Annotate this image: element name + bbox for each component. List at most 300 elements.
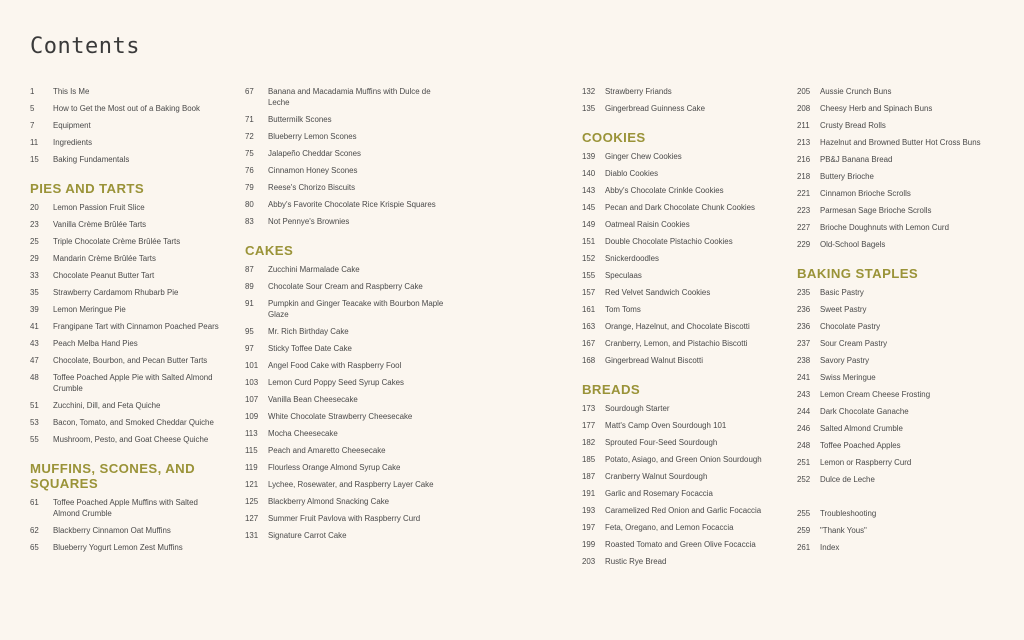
- toc-page-number: 101: [245, 361, 259, 370]
- toc-page-number: 213: [797, 138, 811, 147]
- toc-entry-title: Cheesy Herb and Spinach Buns: [820, 104, 933, 113]
- toc-entry[interactable]: [245, 165, 445, 176]
- toc-entry[interactable]: [797, 154, 1002, 165]
- toc-entry[interactable]: [582, 236, 777, 247]
- toc-entry-title: Garlic and Rosemary Focaccia: [605, 489, 713, 498]
- toc-page-number: 91: [245, 299, 254, 308]
- toc-page-number: 163: [582, 322, 596, 331]
- toc-entry[interactable]: [245, 298, 445, 320]
- toc-page-number: 71: [245, 115, 254, 124]
- toc-page-number: 7: [30, 121, 35, 130]
- toc-entry[interactable]: [582, 437, 777, 448]
- toc-page-number: 205: [797, 87, 811, 96]
- toc-entry-title: Cranberry Walnut Sourdough: [605, 472, 708, 481]
- toc-page-number: 193: [582, 506, 596, 515]
- toc-entry[interactable]: [797, 321, 1002, 332]
- toc-entry-title: Buttery Brioche: [820, 172, 874, 181]
- toc-page-number: 5: [30, 104, 35, 113]
- toc-entry[interactable]: [30, 542, 220, 553]
- toc-entry[interactable]: [30, 355, 220, 366]
- toc-entry[interactable]: [245, 216, 445, 227]
- toc-entry[interactable]: [30, 372, 220, 394]
- toc-entry-title: Snickerdoodles: [605, 254, 659, 263]
- toc-page-number: 139: [582, 152, 596, 161]
- toc-entry-title: Flourless Orange Almond Syrup Cake: [268, 463, 401, 472]
- toc-entry[interactable]: [797, 86, 1002, 97]
- toc-entry[interactable]: [245, 264, 445, 275]
- toc-entry-title: Banana and Macadamia Muffins with Dulce de Leche: [268, 87, 431, 107]
- toc-page-number: 65: [30, 543, 39, 552]
- toc-entry[interactable]: [797, 474, 1002, 485]
- toc-page-number: 151: [582, 237, 596, 246]
- toc-page-number: 227: [797, 223, 811, 232]
- toc-entry-title: Peach and Amaretto Cheesecake: [268, 446, 386, 455]
- toc-page-number: 152: [582, 254, 596, 263]
- toc-column-2: [245, 86, 445, 547]
- toc-entry-title: Equipment: [53, 121, 91, 130]
- toc-entry-title: Blueberry Lemon Scones: [268, 132, 357, 141]
- toc-page-number: 1: [30, 87, 35, 96]
- toc-entry-title: "Thank Yous": [820, 526, 867, 535]
- toc-page-number: 125: [245, 497, 259, 506]
- toc-page-number: 47: [30, 356, 39, 365]
- toc-entry-title: Triple Chocolate Crème Brûlée Tarts: [53, 237, 181, 246]
- toc-entry[interactable]: [245, 496, 445, 507]
- toc-entry[interactable]: [30, 417, 220, 428]
- toc-entry-title: Peach Melba Hand Pies: [53, 339, 138, 348]
- toc-entry-title: Old-School Bagels: [820, 240, 886, 249]
- toc-entry[interactable]: [245, 182, 445, 193]
- toc-entry-title: Lemon Curd Poppy Seed Syrup Cakes: [268, 378, 404, 387]
- toc-entry[interactable]: [582, 539, 777, 550]
- toc-entry-title: Speculaas: [605, 271, 642, 280]
- toc-page-number: 182: [582, 438, 596, 447]
- toc-page-number: 33: [30, 271, 39, 280]
- toc-entry[interactable]: [245, 281, 445, 292]
- toc-page-number: 43: [30, 339, 39, 348]
- toc-entry[interactable]: [30, 321, 220, 332]
- toc-entry[interactable]: [797, 423, 1002, 434]
- toc-page-number: 208: [797, 104, 811, 113]
- toc-entry[interactable]: [30, 137, 220, 148]
- toc-page-number: 211: [797, 121, 810, 130]
- toc-page-number: 103: [245, 378, 259, 387]
- toc-entry[interactable]: [582, 505, 777, 516]
- section-spacer: [797, 491, 1002, 508]
- toc-page-number: 251: [797, 458, 811, 467]
- toc-page-number: 187: [582, 472, 596, 481]
- toc-entry[interactable]: [30, 219, 220, 230]
- toc-page-number: 51: [30, 401, 39, 410]
- toc-entry[interactable]: [30, 525, 220, 536]
- toc-entry-title: Vanilla Crème Brûlée Tarts: [53, 220, 147, 229]
- toc-entry-title: Pecan and Dark Chocolate Chunk Cookies: [605, 203, 756, 212]
- toc-page-number: 177: [582, 421, 596, 430]
- toc-page-number: 259: [797, 526, 811, 535]
- toc-entry-title: Red Velvet Sandwich Cookies: [605, 288, 711, 297]
- toc-entry-title: Sticky Toffee Date Cake: [268, 344, 352, 353]
- toc-page-number: 121: [245, 480, 259, 489]
- toc-page-number: 62: [30, 526, 39, 535]
- toc-page-number: 11: [30, 138, 39, 147]
- toc-page-number: 25: [30, 237, 39, 246]
- toc-entry[interactable]: [245, 343, 445, 354]
- toc-page-number: 155: [582, 271, 596, 280]
- toc-entry[interactable]: [30, 270, 220, 281]
- toc-page-number: 135: [582, 104, 596, 113]
- toc-entry-title: Angel Food Cake with Raspberry Fool: [268, 361, 402, 370]
- toc-entry[interactable]: [245, 428, 445, 439]
- toc-entry[interactable]: [245, 199, 445, 210]
- toc-entry[interactable]: [245, 411, 445, 422]
- toc-entry-title: Chocolate Pastry: [820, 322, 881, 331]
- toc-entry[interactable]: [797, 372, 1002, 383]
- toc-page-number: 246: [797, 424, 811, 433]
- toc-page-number: 79: [245, 183, 254, 192]
- toc-page-number: 252: [797, 475, 811, 484]
- toc-page-number: 53: [30, 418, 39, 427]
- toc-entry[interactable]: [30, 304, 220, 315]
- toc-page-number: 238: [797, 356, 811, 365]
- toc-entry-title: Sprouted Four-Seed Sourdough: [605, 438, 718, 447]
- toc-entry-title: Mushroom, Pesto, and Goat Cheese Quiche: [53, 435, 209, 444]
- toc-entry-title: Not Pennye's Brownies: [268, 217, 350, 226]
- toc-page-number: 191: [582, 489, 596, 498]
- toc-entry[interactable]: [582, 86, 777, 97]
- toc-entry[interactable]: [245, 114, 445, 125]
- toc-entry-title: Signature Carrot Cake: [268, 531, 347, 540]
- toc-page-number: 67: [245, 87, 254, 96]
- toc-entry-title: PB&J Banana Bread: [820, 155, 893, 164]
- toc-page-number: 261: [797, 543, 811, 552]
- toc-entry-title: How to Get the Most out of a Baking Book: [53, 104, 200, 113]
- toc-entry[interactable]: [797, 171, 1002, 182]
- toc-entry[interactable]: [797, 525, 1002, 536]
- toc-page-number: 235: [797, 288, 811, 297]
- toc-entry-title: Chocolate Peanut Butter Tart: [53, 271, 155, 280]
- toc-entry[interactable]: [797, 188, 1002, 199]
- toc-entry[interactable]: [245, 513, 445, 524]
- toc-entry-title: Cranberry, Lemon, and Pistachio Biscotti: [605, 339, 748, 348]
- toc-entry[interactable]: [30, 338, 220, 349]
- toc-entry-title: Oatmeal Raisin Cookies: [605, 220, 690, 229]
- toc-entry-title: Lemon or Raspberry Curd: [820, 458, 912, 467]
- toc-page-number: 197: [582, 523, 596, 532]
- toc-entry[interactable]: [582, 304, 777, 315]
- toc-page-number: 244: [797, 407, 811, 416]
- toc-page-number: 248: [797, 441, 811, 450]
- toc-page-number: 173: [582, 404, 596, 413]
- toc-page-number: 89: [245, 282, 254, 291]
- toc-entry-title: Ginger Chew Cookies: [605, 152, 682, 161]
- toc-page-number: 41: [30, 322, 39, 331]
- toc-entry[interactable]: [797, 137, 1002, 148]
- section-heading: MUFFINS, SCONES, AND SQUARES: [30, 461, 196, 491]
- toc-entry-title: Sweet Pastry: [820, 305, 867, 314]
- toc-entry[interactable]: [582, 185, 777, 196]
- toc-entry[interactable]: [582, 202, 777, 213]
- toc-entry[interactable]: [30, 154, 220, 165]
- toc-page-number: 76: [245, 166, 254, 175]
- toc-entry[interactable]: [30, 236, 220, 247]
- toc-page-number: 149: [582, 220, 596, 229]
- toc-page-number: 127: [245, 514, 259, 523]
- toc-entry[interactable]: [30, 120, 220, 131]
- toc-page-number: 229: [797, 240, 811, 249]
- toc-entry-title: Cinnamon Honey Scones: [268, 166, 358, 175]
- toc-entry[interactable]: [797, 103, 1002, 114]
- toc-page-number: 236: [797, 322, 811, 331]
- toc-page-number: 218: [797, 172, 811, 181]
- toc-entry[interactable]: [797, 355, 1002, 366]
- toc-entry[interactable]: [797, 205, 1002, 216]
- toc-entry-title: Jalapeño Cheddar Scones: [268, 149, 362, 158]
- toc-column-3: [582, 86, 777, 573]
- toc-entry-title: Cinnamon Brioche Scrolls: [820, 189, 911, 198]
- toc-entry[interactable]: [245, 131, 445, 142]
- toc-entry[interactable]: [797, 508, 1002, 519]
- toc-entry[interactable]: [30, 86, 220, 97]
- toc-page-number: 167: [582, 339, 596, 348]
- toc-entry-title: Blackberry Cinnamon Oat Muffins: [53, 526, 171, 535]
- toc-entry-title: Buttermilk Scones: [268, 115, 332, 124]
- toc-entry-title: Gingerbread Walnut Biscotti: [605, 356, 703, 365]
- toc-entry-title: Lychee, Rosewater, and Raspberry Layer Cake: [268, 480, 434, 489]
- toc-page-number: 15: [30, 155, 39, 164]
- toc-entry-title: Savory Pastry: [820, 356, 870, 365]
- toc-page-number: 115: [245, 446, 258, 455]
- toc-entry-title: Roasted Tomato and Green Olive Focaccia: [605, 540, 756, 549]
- toc-entry[interactable]: [797, 440, 1002, 451]
- toc-page-number: 223: [797, 206, 811, 215]
- toc-entry-title: Bacon, Tomato, and Smoked Cheddar Quiche: [53, 418, 214, 427]
- toc-entry-title: Toffee Poached Apples: [820, 441, 901, 450]
- toc-entry-title: Aussie Crunch Buns: [820, 87, 892, 96]
- toc-entry[interactable]: [582, 321, 777, 332]
- toc-page-number: 131: [245, 531, 259, 540]
- toc-entry-title: Blueberry Yogurt Lemon Zest Muffins: [53, 543, 183, 552]
- toc-entry-title: Lemon Cream Cheese Frosting: [820, 390, 931, 399]
- toc-entry[interactable]: [797, 304, 1002, 315]
- toc-entry-title: Diablo Cookies: [605, 169, 659, 178]
- toc-page-number: 132: [582, 87, 596, 96]
- toc-entry-title: Abby's Chocolate Crinkle Cookies: [605, 186, 724, 195]
- toc-entry[interactable]: [245, 445, 445, 456]
- toc-entry-title: Blackberry Almond Snacking Cake: [268, 497, 390, 506]
- toc-page-number: 20: [30, 203, 39, 212]
- toc-entry[interactable]: [582, 270, 777, 281]
- toc-page-number: 72: [245, 132, 254, 141]
- toc-entry[interactable]: [245, 360, 445, 371]
- toc-entry[interactable]: [582, 488, 777, 499]
- toc-page-number: 87: [245, 265, 254, 274]
- toc-entry-title: Strawberry Cardamom Rhubarb Pie: [53, 288, 179, 297]
- toc-page-number: 140: [582, 169, 596, 178]
- toc-page-number: 157: [582, 288, 596, 297]
- toc-entry-title: Lemon Passion Fruit Slice: [53, 203, 145, 212]
- toc-entry[interactable]: [797, 406, 1002, 417]
- toc-entry[interactable]: [30, 400, 220, 411]
- toc-entry-title: Index: [820, 543, 840, 552]
- toc-page-number: 83: [245, 217, 254, 226]
- toc-entry[interactable]: [797, 222, 1002, 233]
- toc-entry-title: Mandarin Crème Brûlée Tarts: [53, 254, 156, 263]
- toc-entry-title: Swiss Meringue: [820, 373, 876, 382]
- toc-entry[interactable]: [30, 202, 220, 213]
- toc-page-number: 119: [245, 463, 258, 472]
- toc-entry[interactable]: [582, 253, 777, 264]
- toc-entry-title: Hazelnut and Browned Butter Hot Cross Buns: [820, 138, 981, 147]
- toc-page-number: 143: [582, 186, 596, 195]
- toc-entry[interactable]: [582, 403, 777, 414]
- toc-entry-title: This Is Me: [53, 87, 90, 96]
- toc-page-number: 221: [797, 189, 811, 198]
- toc-page-number: 95: [245, 327, 254, 336]
- toc-entry[interactable]: [245, 148, 445, 159]
- section-heading: COOKIES: [582, 130, 646, 145]
- toc-entry-title: Zucchini Marmalade Cake: [268, 265, 360, 274]
- toc-page-number: 145: [582, 203, 596, 212]
- toc-entry-title: White Chocolate Strawberry Cheesecake: [268, 412, 413, 421]
- toc-entry-title: Toffee Poached Apple Muffins with Salted Almond Crumble: [53, 498, 198, 518]
- toc-entry[interactable]: [797, 239, 1002, 250]
- toc-entry[interactable]: [582, 338, 777, 349]
- toc-entry[interactable]: [797, 542, 1002, 553]
- toc-page-number: 255: [797, 509, 811, 518]
- toc-entry[interactable]: [245, 394, 445, 405]
- toc-page-number: 109: [245, 412, 259, 421]
- toc-entry[interactable]: [582, 522, 777, 533]
- toc-page-number: 216: [797, 155, 811, 164]
- toc-entry[interactable]: [30, 434, 220, 445]
- toc-page-number: 23: [30, 220, 39, 229]
- toc-page-number: 203: [582, 557, 596, 566]
- toc-page-number: 39: [30, 305, 39, 314]
- toc-entry[interactable]: [582, 355, 777, 366]
- toc-entry-title: Dark Chocolate Ganache: [820, 407, 909, 416]
- toc-page-number: 61: [30, 498, 39, 507]
- toc-entry[interactable]: [245, 479, 445, 490]
- toc-entry-title: Pumpkin and Ginger Teacake with Bourbon Maple Glaze: [268, 299, 444, 319]
- toc-page-number: 161: [582, 305, 596, 314]
- section-heading: BAKING STAPLES: [797, 266, 919, 281]
- toc-entry-title: Tom Toms: [605, 305, 641, 314]
- toc-page-number: 168: [582, 356, 596, 365]
- toc-page-number: 107: [245, 395, 259, 404]
- toc-entry[interactable]: [30, 253, 220, 264]
- toc-entry-title: Rustic Rye Bread: [605, 557, 667, 566]
- toc-entry-title: Frangipane Tart with Cinnamon Poached Pears: [53, 322, 219, 331]
- toc-entry[interactable]: [582, 168, 777, 179]
- toc-page-number: 236: [797, 305, 811, 314]
- toc-entry-title: Matt's Camp Oven Sourdough 101: [605, 421, 727, 430]
- toc-entry[interactable]: [797, 389, 1002, 400]
- toc-page-number: 48: [30, 373, 39, 382]
- toc-column-1: [30, 86, 220, 559]
- toc-entry-title: Chocolate Sour Cream and Raspberry Cake: [268, 282, 423, 291]
- toc-entry-title: Troubleshooting: [820, 509, 877, 518]
- section-heading: BREADS: [582, 382, 641, 397]
- toc-page-number: 29: [30, 254, 39, 263]
- toc-entry[interactable]: [797, 338, 1002, 349]
- toc-entry[interactable]: [30, 497, 220, 519]
- toc-entry-title: Salted Almond Crumble: [820, 424, 903, 433]
- toc-entry[interactable]: [582, 103, 777, 114]
- section-heading: PIES AND TARTS: [30, 181, 145, 196]
- toc-entry-title: Caramelized Red Onion and Garlic Focaccia: [605, 506, 762, 515]
- toc-column-4: [797, 86, 1002, 559]
- toc-entry-title: Lemon Meringue Pie: [53, 305, 126, 314]
- toc-entry[interactable]: [245, 86, 445, 108]
- toc-entry-title: Baking Fundamentals: [53, 155, 130, 164]
- toc-entry[interactable]: [245, 462, 445, 473]
- toc-entry-title: Chocolate, Bourbon, and Pecan Butter Tarts: [53, 356, 208, 365]
- toc-entry[interactable]: [582, 556, 777, 567]
- toc-entry[interactable]: [797, 457, 1002, 468]
- toc-entry-title: Ingredients: [53, 138, 93, 147]
- toc-entry-title: Reese's Chorizo Biscuits: [268, 183, 356, 192]
- toc-page-number: 185: [582, 455, 596, 464]
- page-title: Contents: [30, 34, 140, 59]
- toc-page-number: 199: [582, 540, 596, 549]
- toc-entry[interactable]: [582, 219, 777, 230]
- toc-entry-title: Parmesan Sage Brioche Scrolls: [820, 206, 932, 215]
- toc-entry[interactable]: [245, 377, 445, 388]
- toc-entry[interactable]: [582, 471, 777, 482]
- toc-entry[interactable]: [582, 151, 777, 162]
- toc-entry-title: Crusty Bread Rolls: [820, 121, 886, 130]
- toc-page-number: 97: [245, 344, 254, 353]
- toc-entry-title: Sour Cream Pastry: [820, 339, 888, 348]
- toc-entry-title: Orange, Hazelnut, and Chocolate Biscotti: [605, 322, 750, 331]
- toc-page-number: 243: [797, 390, 811, 399]
- toc-entry-title: Mocha Cheesecake: [268, 429, 338, 438]
- toc-entry-title: Mr. Rich Birthday Cake: [268, 327, 349, 336]
- toc-entry[interactable]: [245, 530, 445, 541]
- toc-entry-title: Toffee Poached Apple Pie with Salted Almond Crumble: [53, 373, 213, 393]
- toc-page-number: 55: [30, 435, 39, 444]
- toc-entry-title: Basic Pastry: [820, 288, 864, 297]
- toc-page-number: 80: [245, 200, 254, 209]
- toc-entry[interactable]: [245, 326, 445, 337]
- toc-entry-title: Brioche Doughnuts with Lemon Curd: [820, 223, 949, 232]
- toc-page-number: 237: [797, 339, 811, 348]
- toc-page-number: 113: [245, 429, 258, 438]
- toc-entry-title: Dulce de Leche: [820, 475, 875, 484]
- toc-entry[interactable]: [30, 287, 220, 298]
- toc-page-number: 75: [245, 149, 254, 158]
- toc-page-number: 35: [30, 288, 39, 297]
- toc-entry[interactable]: [582, 420, 777, 431]
- toc-entry-title: Gingerbread Guinness Cake: [605, 104, 706, 113]
- toc-entry[interactable]: [582, 287, 777, 298]
- toc-entry-title: Sourdough Starter: [605, 404, 670, 413]
- toc-entry-title: Abby's Favorite Chocolate Rice Krispie Squares: [268, 200, 436, 209]
- toc-entry-title: Strawberry Friands: [605, 87, 672, 96]
- section-heading: CAKES: [245, 243, 294, 258]
- toc-entry-title: Potato, Asiago, and Green Onion Sourdough: [605, 455, 762, 464]
- toc-entry-title: Summer Fruit Pavlova with Raspberry Curd: [268, 514, 421, 523]
- toc-entry[interactable]: [582, 454, 777, 465]
- toc-entry-title: Vanilla Bean Cheesecake: [268, 395, 358, 404]
- toc-entry-title: Feta, Oregano, and Lemon Focaccia: [605, 523, 734, 532]
- toc-entry[interactable]: [797, 120, 1002, 131]
- toc-entry-title: Zucchini, Dill, and Feta Quiche: [53, 401, 161, 410]
- toc-entry[interactable]: [797, 287, 1002, 298]
- toc-entry-title: Double Chocolate Pistachio Cookies: [605, 237, 733, 246]
- toc-page-number: 241: [797, 373, 811, 382]
- toc-entry[interactable]: [30, 103, 220, 114]
